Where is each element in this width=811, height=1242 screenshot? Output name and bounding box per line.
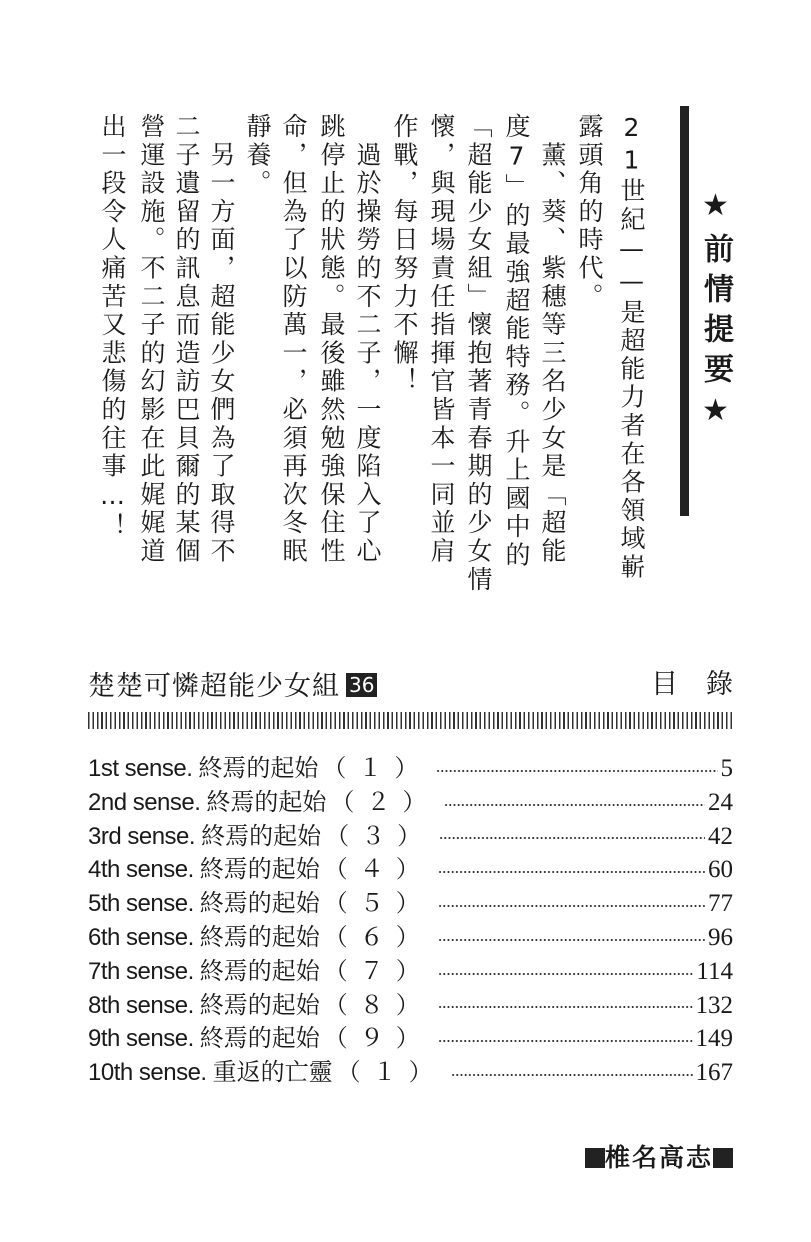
chapter-title: 重返的亡靈 [212, 1058, 333, 1087]
sense-label: 2nd sense. [88, 788, 201, 816]
page-number: 132 [695, 991, 733, 1019]
synopsis-column: 「超能少女組」懷抱著青春期的少女情 [464, 113, 493, 595]
toc-entry[interactable] [88, 1018, 733, 1052]
page-number: 5 [720, 755, 733, 782]
tick-rule-divider [88, 712, 733, 729]
square-marker-icon [713, 1148, 733, 1168]
toc-list [88, 748, 733, 1086]
chapter-part: （４） [323, 855, 432, 884]
toc-entry[interactable] [88, 849, 733, 883]
dot-leader [438, 870, 705, 874]
dot-leader [438, 904, 705, 908]
dot-leader [451, 1073, 693, 1077]
page-number: 167 [695, 1059, 733, 1087]
sense-label: 9th sense. [88, 1025, 194, 1053]
chapter-title: 終焉的起始 [198, 754, 319, 782]
synopsis-column: 過於操勞的不二子，一度陷入了心 [353, 113, 382, 566]
synopsis-column: 靜養。 [243, 113, 272, 198]
chapter-title: 終焉的起始 [206, 787, 327, 816]
vertical-divider [680, 106, 689, 516]
series-title [88, 664, 377, 703]
synopsis-column: 懷，與現場責任指揮官皆本一同並肩 [427, 113, 456, 566]
page-number: 42 [708, 822, 733, 850]
chapter-part: （３） [325, 821, 434, 850]
page-number: 149 [695, 1025, 733, 1053]
chapter-part: （８） [323, 990, 432, 1019]
sense-label: 10th sense. [88, 1059, 207, 1087]
synopsis-column: 度7」的最強超能特務。升上國中的 [502, 113, 531, 570]
dot-leader [438, 1039, 693, 1043]
dot-leader [444, 803, 705, 807]
sense-label: 8th sense. [88, 991, 194, 1019]
chapter-title: 終焉的起始 [199, 1024, 320, 1053]
chapter-title: 終焉的起始 [201, 821, 322, 850]
synopsis-column: 21世紀——是超能力者在各領域嶄 [617, 113, 646, 582]
sense-label: 6th sense. [88, 923, 194, 951]
synopsis-column: 薰、葵、紫穗等三名少女是「超能 [538, 113, 567, 566]
toc-label: 目錄 [651, 669, 761, 700]
synopsis-column: 露頭角的時代。 [575, 113, 604, 312]
dot-leader [438, 938, 705, 942]
sense-label: 1st sense. [88, 755, 193, 782]
toc-entry[interactable] [88, 782, 733, 816]
dot-leader [439, 836, 705, 840]
chapter-title: 終焉的起始 [199, 956, 320, 985]
synopsis-column: 命，但為了以防萬一，必須再次冬眠 [279, 113, 308, 566]
page-number: 60 [708, 856, 733, 884]
chapter-part: （２） [330, 787, 439, 816]
synopsis-heading: ★前情提要★ [698, 188, 733, 438]
toc-entry[interactable] [88, 985, 733, 1019]
page-number: 96 [708, 923, 733, 951]
toc-entry[interactable] [88, 951, 733, 985]
toc-entry[interactable] [88, 883, 733, 917]
square-marker-icon [585, 1148, 605, 1168]
page-number: 77 [708, 890, 733, 918]
synopsis-column: 出一段令人痛苦又悲傷的往事…！ [98, 113, 127, 542]
synopsis-column: 另一方面，超能少女們為了取得不 [207, 113, 236, 566]
synopsis-column: 二子遺留的訊息而造訪巴貝爾的某個 [172, 113, 201, 566]
page-number: 24 [708, 788, 733, 816]
sense-label: 4th sense. [88, 856, 194, 884]
toc-entry[interactable] [88, 917, 733, 951]
synopsis-column: 跳停止的狀態。最後雖然勉強保住性 [317, 113, 346, 566]
author-credit [585, 1138, 733, 1174]
chapter-part: （５） [323, 889, 432, 918]
chapter-part: （７） [323, 956, 432, 985]
synopsis-column: 營運設施。不二子的幻影在此娓娓道 [137, 113, 166, 566]
toc-entry[interactable] [88, 1052, 733, 1086]
sense-label: 5th sense. [88, 890, 194, 918]
chapter-part: （９） [323, 1024, 432, 1053]
page-number: 114 [696, 957, 733, 985]
dot-leader [438, 1005, 693, 1009]
toc-entry[interactable] [88, 816, 733, 850]
sense-label: 7th sense. [88, 957, 194, 985]
chapter-title: 終焉的起始 [199, 922, 320, 951]
chapter-part: （１） [322, 754, 431, 782]
volume-badge: 36 [346, 673, 377, 697]
chapter-part: （６） [323, 922, 432, 951]
toc-header [88, 660, 761, 702]
dot-leader [438, 972, 694, 976]
toc-entry[interactable] [88, 748, 733, 782]
sense-label: 3rd sense. [88, 822, 196, 850]
author-name: 椎名高志 [604, 1143, 713, 1172]
chapter-title: 終焉的起始 [199, 889, 320, 918]
chapter-part: （１） [336, 1058, 445, 1087]
dot-leader [436, 769, 717, 773]
chapter-title: 終焉的起始 [199, 855, 320, 884]
synopsis-column: 作戰，每日努力不懈！ [390, 113, 419, 396]
chapter-title: 終焉的起始 [199, 990, 320, 1019]
series-title-text: 楚楚可憐超能少女組 [88, 671, 340, 702]
